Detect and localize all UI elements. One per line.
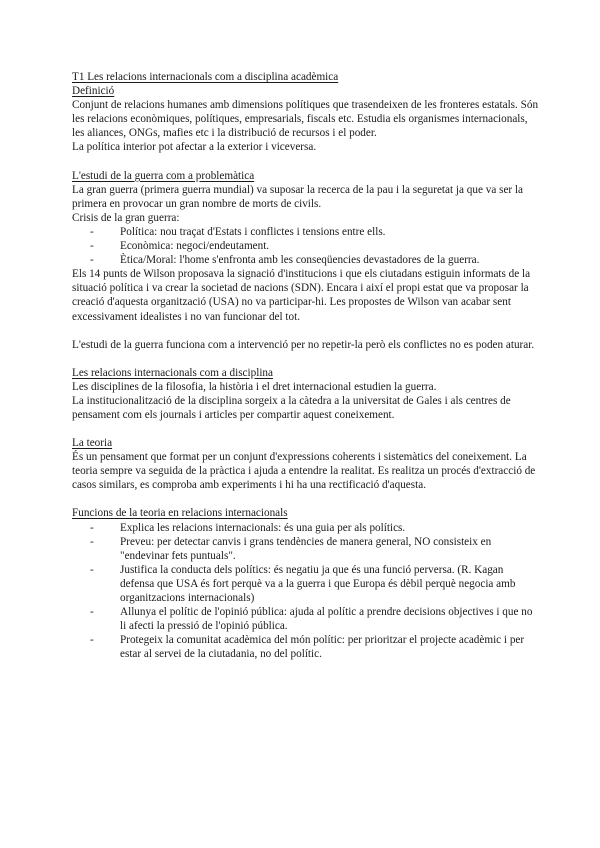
disciplina-paragraph: La institucionalització de la disciplina sorgeix a la càtedra a la universitat de Gales i als centres de pensament com els journals i articles per compartir aquest coneixement.: [72, 394, 511, 421]
list-item: - Preveu: per detectar canvis i grans tendències de manera general, NO consisteix en "endevinar fets puntuals".: [72, 535, 540, 563]
crisis-list: [72, 225, 540, 267]
disciplina-heading: Les relacions internacionals com a disciplina: [72, 366, 273, 379]
list-item: - Ètica/Moral: l'home s'enfronta amb les conseqüencies devastadores de la guerra.: [72, 253, 540, 267]
list-item: - Protegeix la comunitat acadèmica del món polític: per prioritzar el projecte acadèmic i per estar al servei de la ciutadania, no del polític.: [72, 633, 540, 661]
funcions-list: [72, 521, 540, 662]
document-title: T1 Les relacions internacionals com a disciplina acadèmica: [72, 71, 339, 83]
crisis-label: Crisis de la gran guerra:: [72, 211, 180, 224]
list-item: - Econòmica: negoci/endeutament.: [72, 239, 540, 253]
guerra-conclusion: L'estudi de la guerra funciona com a intervenció per no repetir-la però els conflictes no es poden aturar.: [72, 338, 535, 351]
funcions-heading: Funcions de la teoria en relacions internacionals: [72, 507, 288, 520]
list-item: - Política: nou traçat d'Estats i conflictes i tensions entre ells.: [72, 225, 540, 239]
guerra-intro: La gran guerra (primera guerra mundial) va suposar la recerca de la pau i la seguretat ja que va ser la primera en provocar un gran nombre de morts de civils.: [72, 183, 524, 210]
definicio-paragraph: Conjunt de relacions humanes amb dimensions polítiques que trasendeixen de les fronteres estatals. Són les relacions econòmiques, polítiques, empresarials, fiscals etc. Estudia els organismes internacionals, les aliances, ONGs, mafies etc i la distribució de recursos i el poder.: [72, 99, 539, 140]
wilson-paragraph: Els 14 punts de Wilson proposava la signació d'institucions i que els ciutadans estiguin informats de la situació política i va crear la societad de nacions (SDN). Encara i així el propi estat que va proposar la creació d'aquesta organització (USA) no va participar-hi. Les propostes de Wilson van acabar sent excessivament idealistes i no van funcionar del tot.: [72, 268, 531, 323]
guerra-heading: L'estudi de la guerra com a problemàtica: [72, 169, 255, 182]
list-item: - Allunya el polític de l'opinió pública: ajuda al polític a prendre decisions objectives i que no li afecti la pressió de l'opinió pública.: [72, 605, 540, 633]
definicio-paragraph: La política interior pot afectar a la exterior i viceversa.: [72, 141, 317, 154]
list-item: - Justifica la conducta dels polítics: és negatiu ja que és una funció perversa. (R. Kagan defensa que USA és fort perquè va a la guerra i que Europa és dèbil perquè negocia amb organitzacions internacionals): [72, 563, 540, 605]
teoria-heading: La teoria: [72, 437, 113, 450]
disciplina-paragraph: Les disciplines de la filosofia, la història i el dret internacional estudien la guerra.: [72, 380, 437, 393]
list-item: - Explica les relacions internacionals: és una guia per als polítics.: [72, 521, 540, 535]
definicio-heading: Definició: [72, 85, 115, 98]
teoria-paragraph: És un pensament que format per un conjunt d'expressions coherents i sistemàtics del coneixement. La teoria sempre va seguida de la pràctica i ajuda a entendre la realitat. Es realitza un procés d'extracció de casos similars, es comproba amb experiments i hi ha una rectificació d'aquesta.: [72, 451, 536, 492]
